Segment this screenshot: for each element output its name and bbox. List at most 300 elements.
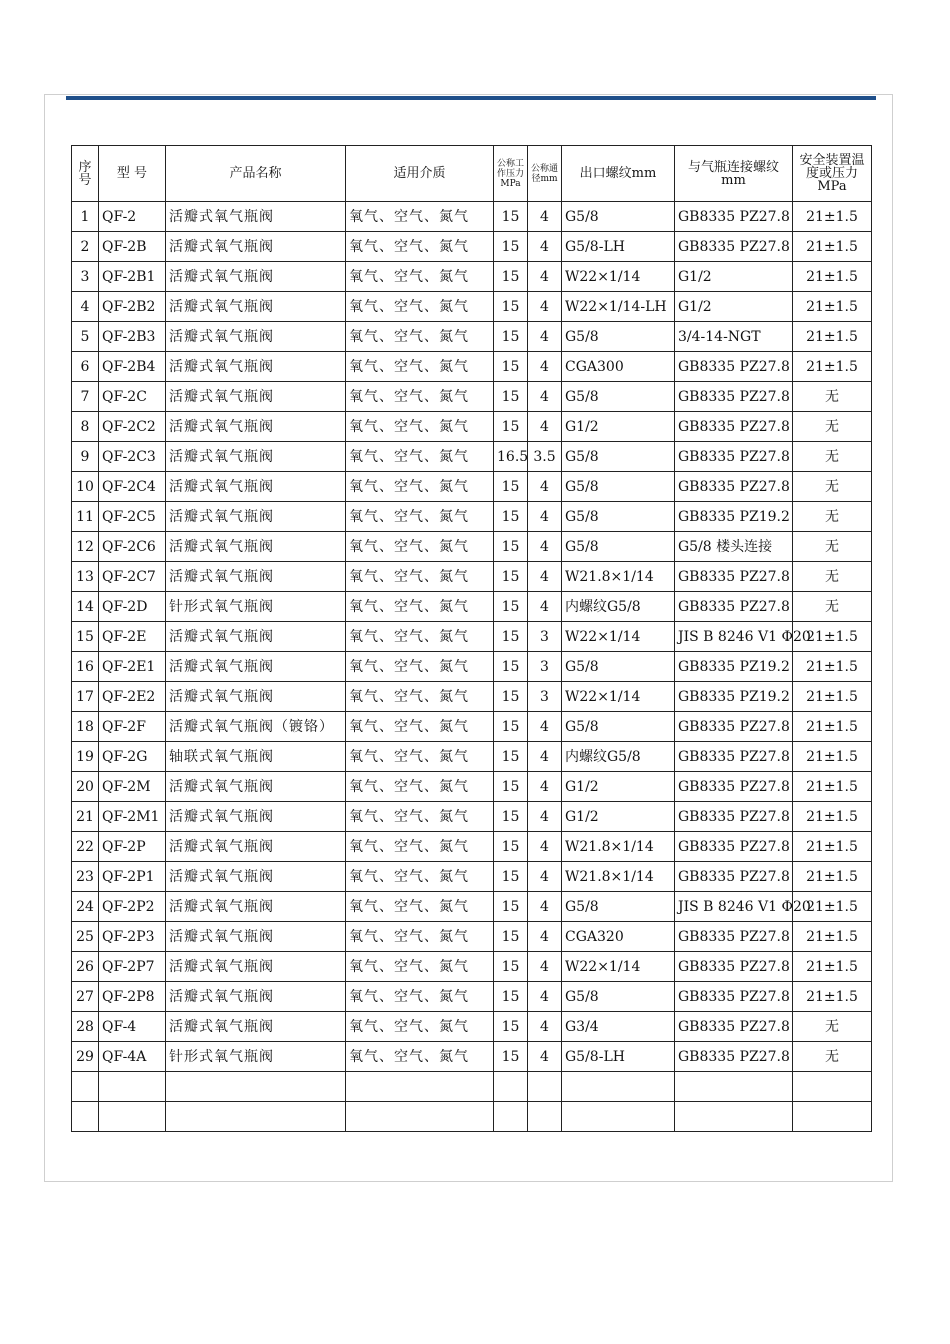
cell-pressure: 15: [494, 922, 528, 952]
cell-safety: 21±1.5: [793, 622, 872, 652]
cell-outlet: W22×1/14: [562, 952, 675, 982]
cell-safety: 21±1.5: [793, 982, 872, 1012]
header-rule: [66, 96, 876, 100]
cell-no: 18: [72, 712, 99, 742]
cell-model: QF-2B: [99, 232, 166, 262]
cell-model: QF-2G: [99, 742, 166, 772]
col-header-no: 序号: [72, 146, 99, 202]
cell-medium: 氧气、空气、氮气: [346, 712, 494, 742]
cell-medium: 氧气、空气、氮气: [346, 232, 494, 262]
cell-safety: 无: [793, 412, 872, 442]
cell-no: 5: [72, 322, 99, 352]
cell-medium: 氧气、空气、氮气: [346, 802, 494, 832]
cell-outlet-empty: [562, 1072, 675, 1102]
table-row: [72, 742, 872, 772]
cell-safety: 无: [793, 1042, 872, 1072]
cell-name: 活瓣式氧气瓶阀: [166, 562, 346, 592]
table-row: [72, 772, 872, 802]
cell-no: 24: [72, 892, 99, 922]
cell-bore: 4: [528, 952, 562, 982]
cell-name: 活瓣式氧气瓶阀: [166, 982, 346, 1012]
cell-outlet: W21.8×1/14: [562, 832, 675, 862]
cell-outlet: W22×1/14-LH: [562, 292, 675, 322]
cell-name: 活瓣式氧气瓶阀: [166, 262, 346, 292]
cell-model: QF-2P1: [99, 862, 166, 892]
cell-bore: 4: [528, 262, 562, 292]
cell-name-empty: [166, 1102, 346, 1132]
cell-no: 27: [72, 982, 99, 1012]
cell-model-empty: [99, 1102, 166, 1132]
cell-medium: 氧气、空气、氮气: [346, 442, 494, 472]
cell-no: 4: [72, 292, 99, 322]
cell-safety: 21±1.5: [793, 712, 872, 742]
cell-name: 针形式氧气瓶阀: [166, 1042, 346, 1072]
cell-pressure: 15: [494, 832, 528, 862]
cell-no: 16: [72, 652, 99, 682]
cell-medium: 氧气、空气、氮气: [346, 772, 494, 802]
cell-no: 14: [72, 592, 99, 622]
table-row: [72, 952, 872, 982]
cell-medium: 氧气、空气、氮气: [346, 922, 494, 952]
cell-bore: 4: [528, 532, 562, 562]
cell-pressure: 15: [494, 712, 528, 742]
cell-outlet: W21.8×1/14: [562, 562, 675, 592]
cell-safety: 21±1.5: [793, 772, 872, 802]
cell-name: 活瓣式氧气瓶阀: [166, 442, 346, 472]
cell-medium: 氧气、空气、氮气: [346, 1012, 494, 1042]
cell-connection: GB8335 PZ19.2: [675, 682, 793, 712]
cell-name: 活瓣式氧气瓶阀: [166, 862, 346, 892]
cell-pressure: 15: [494, 592, 528, 622]
cell-medium: 氧气、空气、氮气: [346, 832, 494, 862]
cell-model: QF-2: [99, 202, 166, 232]
cell-name: 活瓣式氧气瓶阀: [166, 352, 346, 382]
table-row: [72, 412, 872, 442]
cell-name: 活瓣式氧气瓶阀: [166, 952, 346, 982]
cell-no: 1: [72, 202, 99, 232]
cell-medium: 氧气、空气、氮气: [346, 532, 494, 562]
cell-outlet: CGA300: [562, 352, 675, 382]
cell-connection: GB8335 PZ19.2: [675, 652, 793, 682]
cell-outlet: G5/8: [562, 532, 675, 562]
cell-connection: GB8335 PZ27.8: [675, 802, 793, 832]
cell-bore: 4: [528, 592, 562, 622]
cell-medium: 氧气、空气、氮气: [346, 1042, 494, 1072]
cell-model: QF-2P: [99, 832, 166, 862]
cell-medium: 氧气、空气、氮气: [346, 862, 494, 892]
cell-pressure-empty: [494, 1072, 528, 1102]
cell-medium: 氧气、空气、氮气: [346, 292, 494, 322]
cell-no: 12: [72, 532, 99, 562]
cell-model: QF-2C2: [99, 412, 166, 442]
table-row: [72, 322, 872, 352]
cell-model: QF-2B4: [99, 352, 166, 382]
cell-model: QF-4: [99, 1012, 166, 1042]
cell-connection: GB8335 PZ27.8: [675, 712, 793, 742]
table-row: [72, 592, 872, 622]
cell-bore: 4: [528, 202, 562, 232]
cell-bore: 4: [528, 322, 562, 352]
cell-medium: 氧气、空气、氮气: [346, 622, 494, 652]
cell-name: 活瓣式氧气瓶阀: [166, 682, 346, 712]
cell-pressure: 15: [494, 892, 528, 922]
cell-pressure: 15: [494, 742, 528, 772]
cell-connection: GB8335 PZ27.8: [675, 832, 793, 862]
cell-bore: 4: [528, 1042, 562, 1072]
cell-name: 活瓣式氧气瓶阀: [166, 832, 346, 862]
cell-connection-empty: [675, 1072, 793, 1102]
cell-safety: 无: [793, 382, 872, 412]
cell-medium: 氧气、空气、氮气: [346, 382, 494, 412]
cell-safety: 21±1.5: [793, 922, 872, 952]
cell-outlet: G5/8: [562, 202, 675, 232]
cell-bore: 4: [528, 802, 562, 832]
cell-medium: 氧气、空气、氮气: [346, 742, 494, 772]
table-row: [72, 802, 872, 832]
cell-outlet: G5/8: [562, 712, 675, 742]
cell-pressure: 15: [494, 562, 528, 592]
cell-no: 26: [72, 952, 99, 982]
cell-pressure: 15: [494, 862, 528, 892]
cell-pressure: 15: [494, 232, 528, 262]
cell-safety: 21±1.5: [793, 262, 872, 292]
cell-medium: 氧气、空气、氮气: [346, 652, 494, 682]
table-body: [72, 202, 872, 1132]
cell-no: 22: [72, 832, 99, 862]
cell-connection: 3/4-14-NGT: [675, 322, 793, 352]
valve-spec-table: [71, 145, 872, 1132]
cell-outlet: W22×1/14: [562, 262, 675, 292]
cell-model: QF-2C6: [99, 532, 166, 562]
cell-connection-empty: [675, 1102, 793, 1132]
cell-model: QF-2M: [99, 772, 166, 802]
cell-outlet: G5/8: [562, 442, 675, 472]
table-row: [72, 682, 872, 712]
cell-pressure: 15: [494, 772, 528, 802]
cell-bore: 3: [528, 682, 562, 712]
cell-name: 活瓣式氧气瓶阀: [166, 412, 346, 442]
cell-bore: 4: [528, 562, 562, 592]
cell-name: 活瓣式氧气瓶阀: [166, 892, 346, 922]
cell-medium: 氧气、空气、氮气: [346, 562, 494, 592]
table-row: [72, 232, 872, 262]
cell-safety: 无: [793, 502, 872, 532]
cell-connection: GB8335 PZ27.8: [675, 442, 793, 472]
cell-model: QF-2P3: [99, 922, 166, 952]
cell-medium: 氧气、空气、氮气: [346, 202, 494, 232]
cell-outlet: G1/2: [562, 802, 675, 832]
cell-safety: 21±1.5: [793, 952, 872, 982]
cell-no: 7: [72, 382, 99, 412]
cell-bore: 4: [528, 712, 562, 742]
cell-bore: 4: [528, 352, 562, 382]
table-row: [72, 622, 872, 652]
cell-pressure: 15: [494, 262, 528, 292]
cell-model: QF-2B1: [99, 262, 166, 292]
cell-name: 活瓣式氧气瓶阀: [166, 232, 346, 262]
cell-connection: GB8335 PZ27.8: [675, 772, 793, 802]
col-header-pressure: 公称工作压力MPa: [494, 146, 528, 202]
table-row: [72, 472, 872, 502]
cell-outlet: 内螺纹G5/8: [562, 592, 675, 622]
cell-connection: GB8335 PZ27.8: [675, 1042, 793, 1072]
cell-bore: 4: [528, 922, 562, 952]
cell-outlet: G5/8: [562, 892, 675, 922]
col-header-bore: 公称通径mm: [528, 146, 562, 202]
col-header-connection: 与气瓶连接螺纹mm: [675, 146, 793, 202]
cell-model: QF-2E2: [99, 682, 166, 712]
cell-bore: 4: [528, 982, 562, 1012]
cell-connection: GB8335 PZ27.8: [675, 472, 793, 502]
cell-name: 活瓣式氧气瓶阀: [166, 292, 346, 322]
cell-outlet: 内螺纹G5/8: [562, 742, 675, 772]
cell-medium: 氧气、空气、氮气: [346, 412, 494, 442]
cell-safety: 无: [793, 532, 872, 562]
cell-safety: 无: [793, 442, 872, 472]
cell-connection: GB8335 PZ27.8: [675, 922, 793, 952]
cell-bore: 4: [528, 232, 562, 262]
cell-bore: 4: [528, 472, 562, 502]
empty-table-row: [72, 1072, 872, 1102]
cell-no: 20: [72, 772, 99, 802]
cell-pressure: 15: [494, 322, 528, 352]
cell-outlet: G5/8: [562, 652, 675, 682]
cell-model: QF-2D: [99, 592, 166, 622]
cell-bore: 3: [528, 652, 562, 682]
cell-safety: 无: [793, 1012, 872, 1042]
cell-no: 10: [72, 472, 99, 502]
cell-safety: 21±1.5: [793, 742, 872, 772]
cell-model: QF-2C4: [99, 472, 166, 502]
table-row: [72, 1042, 872, 1072]
cell-name: 活瓣式氧气瓶阀: [166, 652, 346, 682]
cell-connection: GB8335 PZ27.8: [675, 382, 793, 412]
cell-bore-empty: [528, 1102, 562, 1132]
cell-safety: 21±1.5: [793, 352, 872, 382]
cell-model: QF-2P7: [99, 952, 166, 982]
col-header-medium: 适用介质: [346, 146, 494, 202]
cell-pressure-empty: [494, 1102, 528, 1132]
cell-connection: GB8335 PZ27.8: [675, 232, 793, 262]
table-row: [72, 352, 872, 382]
cell-no: 11: [72, 502, 99, 532]
cell-no: 21: [72, 802, 99, 832]
cell-no: 2: [72, 232, 99, 262]
cell-outlet: G5/8: [562, 472, 675, 502]
cell-outlet-empty: [562, 1102, 675, 1132]
cell-pressure: 15: [494, 202, 528, 232]
col-header-name: 产品名称: [166, 146, 346, 202]
cell-pressure: 15: [494, 802, 528, 832]
cell-model: QF-4A: [99, 1042, 166, 1072]
cell-bore-empty: [528, 1072, 562, 1102]
cell-connection: G1/2: [675, 262, 793, 292]
cell-name: 活瓣式氧气瓶阀: [166, 502, 346, 532]
cell-safety: 21±1.5: [793, 202, 872, 232]
cell-model: QF-2C5: [99, 502, 166, 532]
cell-safety: 21±1.5: [793, 682, 872, 712]
cell-bore: 4: [528, 412, 562, 442]
cell-model-empty: [99, 1072, 166, 1102]
cell-outlet: W22×1/14: [562, 682, 675, 712]
cell-connection: GB8335 PZ27.8: [675, 952, 793, 982]
cell-medium-empty: [346, 1072, 494, 1102]
cell-connection: GB8335 PZ27.8: [675, 592, 793, 622]
cell-connection: GB8335 PZ27.8: [675, 202, 793, 232]
cell-safety: 21±1.5: [793, 862, 872, 892]
cell-bore: 4: [528, 862, 562, 892]
cell-model: QF-2E: [99, 622, 166, 652]
cell-safety: 21±1.5: [793, 802, 872, 832]
cell-model: QF-2C3: [99, 442, 166, 472]
cell-model: QF-2B2: [99, 292, 166, 322]
cell-pressure: 15: [494, 952, 528, 982]
cell-no-empty: [72, 1072, 99, 1102]
cell-pressure: 15: [494, 532, 528, 562]
table-row: [72, 982, 872, 1012]
cell-model: QF-2P8: [99, 982, 166, 1012]
cell-name: 活瓣式氧气瓶阀: [166, 1012, 346, 1042]
cell-safety: 无: [793, 562, 872, 592]
col-header-outlet: 出口螺纹mm: [562, 146, 675, 202]
cell-outlet: G3/4: [562, 1012, 675, 1042]
cell-outlet: G5/8: [562, 322, 675, 352]
cell-medium: 氧气、空气、氮气: [346, 592, 494, 622]
table-row: [72, 652, 872, 682]
cell-medium: 氧气、空气、氮气: [346, 322, 494, 352]
cell-safety-empty: [793, 1102, 872, 1132]
cell-bore: 3.5: [528, 442, 562, 472]
cell-model: QF-2C: [99, 382, 166, 412]
cell-connection: G1/2: [675, 292, 793, 322]
cell-bore: 4: [528, 382, 562, 412]
cell-pressure: 15: [494, 292, 528, 322]
cell-connection: G5/8 楼头连接: [675, 532, 793, 562]
cell-model: QF-2C7: [99, 562, 166, 592]
cell-no: 19: [72, 742, 99, 772]
cell-outlet: G5/8: [562, 502, 675, 532]
col-header-model: 型 号: [99, 146, 166, 202]
cell-outlet: W22×1/14: [562, 622, 675, 652]
cell-name: 活瓣式氧气瓶阀: [166, 622, 346, 652]
cell-name: 活瓣式氧气瓶阀: [166, 382, 346, 412]
table-row: [72, 922, 872, 952]
col-header-safety: 安全装置温度或压力MPa: [793, 146, 872, 202]
cell-medium: 氧气、空气、氮气: [346, 892, 494, 922]
cell-medium: 氧气、空气、氮气: [346, 952, 494, 982]
cell-no: 9: [72, 442, 99, 472]
cell-safety: 21±1.5: [793, 322, 872, 352]
cell-model: QF-2B3: [99, 322, 166, 352]
cell-model: QF-2P2: [99, 892, 166, 922]
cell-bore: 4: [528, 292, 562, 322]
cell-pressure: 15: [494, 412, 528, 442]
table-row: [72, 292, 872, 322]
cell-safety: 21±1.5: [793, 832, 872, 862]
table-row: [72, 532, 872, 562]
table-row: [72, 502, 872, 532]
cell-medium-empty: [346, 1102, 494, 1132]
table-row: [72, 442, 872, 472]
cell-pressure: 15: [494, 502, 528, 532]
cell-name: 活瓣式氧气瓶阀: [166, 472, 346, 502]
cell-no: 15: [72, 622, 99, 652]
cell-outlet: G5/8: [562, 382, 675, 412]
cell-outlet: CGA320: [562, 922, 675, 952]
cell-pressure: 15: [494, 352, 528, 382]
cell-no-empty: [72, 1102, 99, 1132]
cell-pressure: 15: [494, 382, 528, 412]
cell-connection: GB8335 PZ27.8: [675, 1012, 793, 1042]
cell-bore: 4: [528, 1012, 562, 1042]
cell-connection: GB8335 PZ27.8: [675, 352, 793, 382]
cell-model: QF-2M1: [99, 802, 166, 832]
cell-pressure: 15: [494, 472, 528, 502]
cell-outlet: G5/8-LH: [562, 1042, 675, 1072]
cell-no: 3: [72, 262, 99, 292]
table-row: [72, 832, 872, 862]
table-row: [72, 862, 872, 892]
cell-model: QF-2F: [99, 712, 166, 742]
cell-medium: 氧气、空气、氮气: [346, 502, 494, 532]
cell-name: 活瓣式氧气瓶阀: [166, 532, 346, 562]
table-row: [72, 382, 872, 412]
cell-model: QF-2E1: [99, 652, 166, 682]
cell-safety: 无: [793, 472, 872, 502]
cell-safety: 21±1.5: [793, 892, 872, 922]
cell-connection: GB8335 PZ19.2: [675, 502, 793, 532]
cell-connection: GB8335 PZ27.8: [675, 562, 793, 592]
cell-no: 13: [72, 562, 99, 592]
cell-safety-empty: [793, 1072, 872, 1102]
cell-medium: 氧气、空气、氮气: [346, 472, 494, 502]
cell-name: 活瓣式氧气瓶阀: [166, 202, 346, 232]
cell-connection: GB8335 PZ27.8: [675, 742, 793, 772]
table-row: [72, 562, 872, 592]
cell-connection: JIS B 8246 V1 Φ20: [675, 892, 793, 922]
cell-no: 8: [72, 412, 99, 442]
cell-outlet: G1/2: [562, 772, 675, 802]
cell-safety: 无: [793, 592, 872, 622]
cell-bore: 4: [528, 742, 562, 772]
cell-pressure: 16.5: [494, 442, 528, 472]
cell-pressure: 15: [494, 982, 528, 1012]
cell-name: 活瓣式氧气瓶阀: [166, 322, 346, 352]
table-row: [72, 1012, 872, 1042]
cell-bore: 3: [528, 622, 562, 652]
cell-outlet: W21.8×1/14: [562, 862, 675, 892]
table-row: [72, 202, 872, 232]
cell-bore: 4: [528, 772, 562, 802]
cell-no: 28: [72, 1012, 99, 1042]
cell-pressure: 15: [494, 652, 528, 682]
cell-bore: 4: [528, 892, 562, 922]
cell-connection: GB8335 PZ27.8: [675, 412, 793, 442]
cell-pressure: 15: [494, 1012, 528, 1042]
cell-outlet: G5/8: [562, 982, 675, 1012]
cell-medium: 氧气、空气、氮气: [346, 982, 494, 1012]
cell-outlet: G5/8-LH: [562, 232, 675, 262]
cell-outlet: G1/2: [562, 412, 675, 442]
cell-no: 17: [72, 682, 99, 712]
cell-connection: GB8335 PZ27.8: [675, 982, 793, 1012]
cell-name: 活瓣式氧气瓶阀: [166, 802, 346, 832]
cell-name: 活瓣式氧气瓶阀: [166, 922, 346, 952]
cell-medium: 氧气、空气、氮气: [346, 262, 494, 292]
cell-medium: 氧气、空气、氮气: [346, 682, 494, 712]
cell-pressure: 15: [494, 622, 528, 652]
cell-name: 活瓣式氧气瓶阀: [166, 772, 346, 802]
